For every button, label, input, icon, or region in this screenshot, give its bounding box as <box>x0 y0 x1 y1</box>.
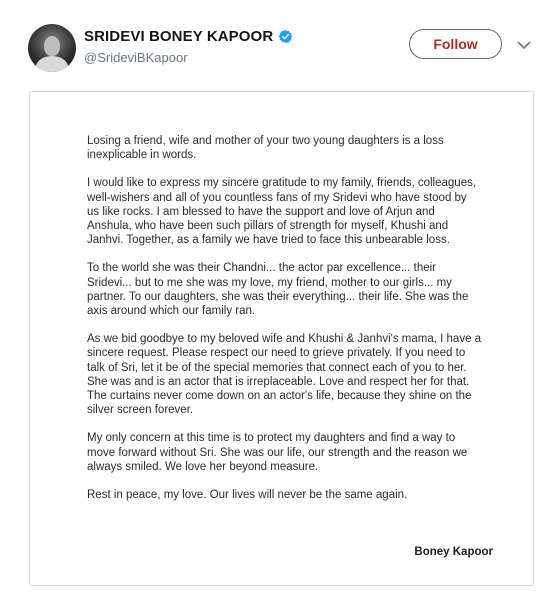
letter-paragraph: Rest in peace, my love. Our lives will never be the same again. <box>87 489 408 502</box>
follow-button[interactable]: Follow <box>409 29 502 59</box>
display-name[interactable]: SRIDEVI BONEY KAPOOR <box>84 28 274 45</box>
letter-body <box>87 134 482 516</box>
letter-paragraph: I would like to express my sincere gratitude to my family, friends, colleagues, well-wishers and all of you countless fans of my Sridevi who have stood by us like rocks. I am blessed to have the support and love of Arjun and Anshula, who have been such pillars of strength for myself, Khushi and Janhvi. Together, as a family we have tried to face this unbearable loss. <box>87 177 477 247</box>
verified-badge-icon <box>278 29 293 44</box>
user-handle[interactable]: @SrideviBKapoor <box>84 50 188 65</box>
letter-signature: Boney Kapoor <box>414 546 493 558</box>
avatar-face <box>44 36 60 56</box>
letter-paragraph: As we bid goodbye to my beloved wife and Khushi & Janhvi's mama, I have a sincere request. Please respect our need to grieve privately. If you need to talk of Sri, let it be of the special memories that connect each of you to her. She was and is an actor that is irreplaceable. Love and respect her for that. The curtains never come down on an actor's life, because they shine on the silver screen forever. <box>87 333 482 417</box>
chevron-down-icon[interactable] <box>516 37 532 53</box>
letter-paragraph: To the world she was their Chandni... the actor par excellence... their Sridevi... but to me she was my love, my friend, mother to our girls... my partner. To our daughters, she was their everything... their life. She was the axis around which our family ran. <box>87 262 469 318</box>
avatar-shoulders <box>36 56 68 72</box>
avatar[interactable] <box>28 24 76 72</box>
letter-image[interactable] <box>29 91 534 586</box>
letter-paragraph: My only concern at this time is to protect my daughters and find a way to move forward without Sri. She was our life, our strength and the reason we always smiled. We love her beyond measure. <box>87 432 468 473</box>
name-row <box>84 28 293 45</box>
letter-paragraph: Losing a friend, wife and mother of your two young daughters is a loss inexplicable in words. <box>87 135 444 162</box>
tweet-header <box>0 0 558 80</box>
